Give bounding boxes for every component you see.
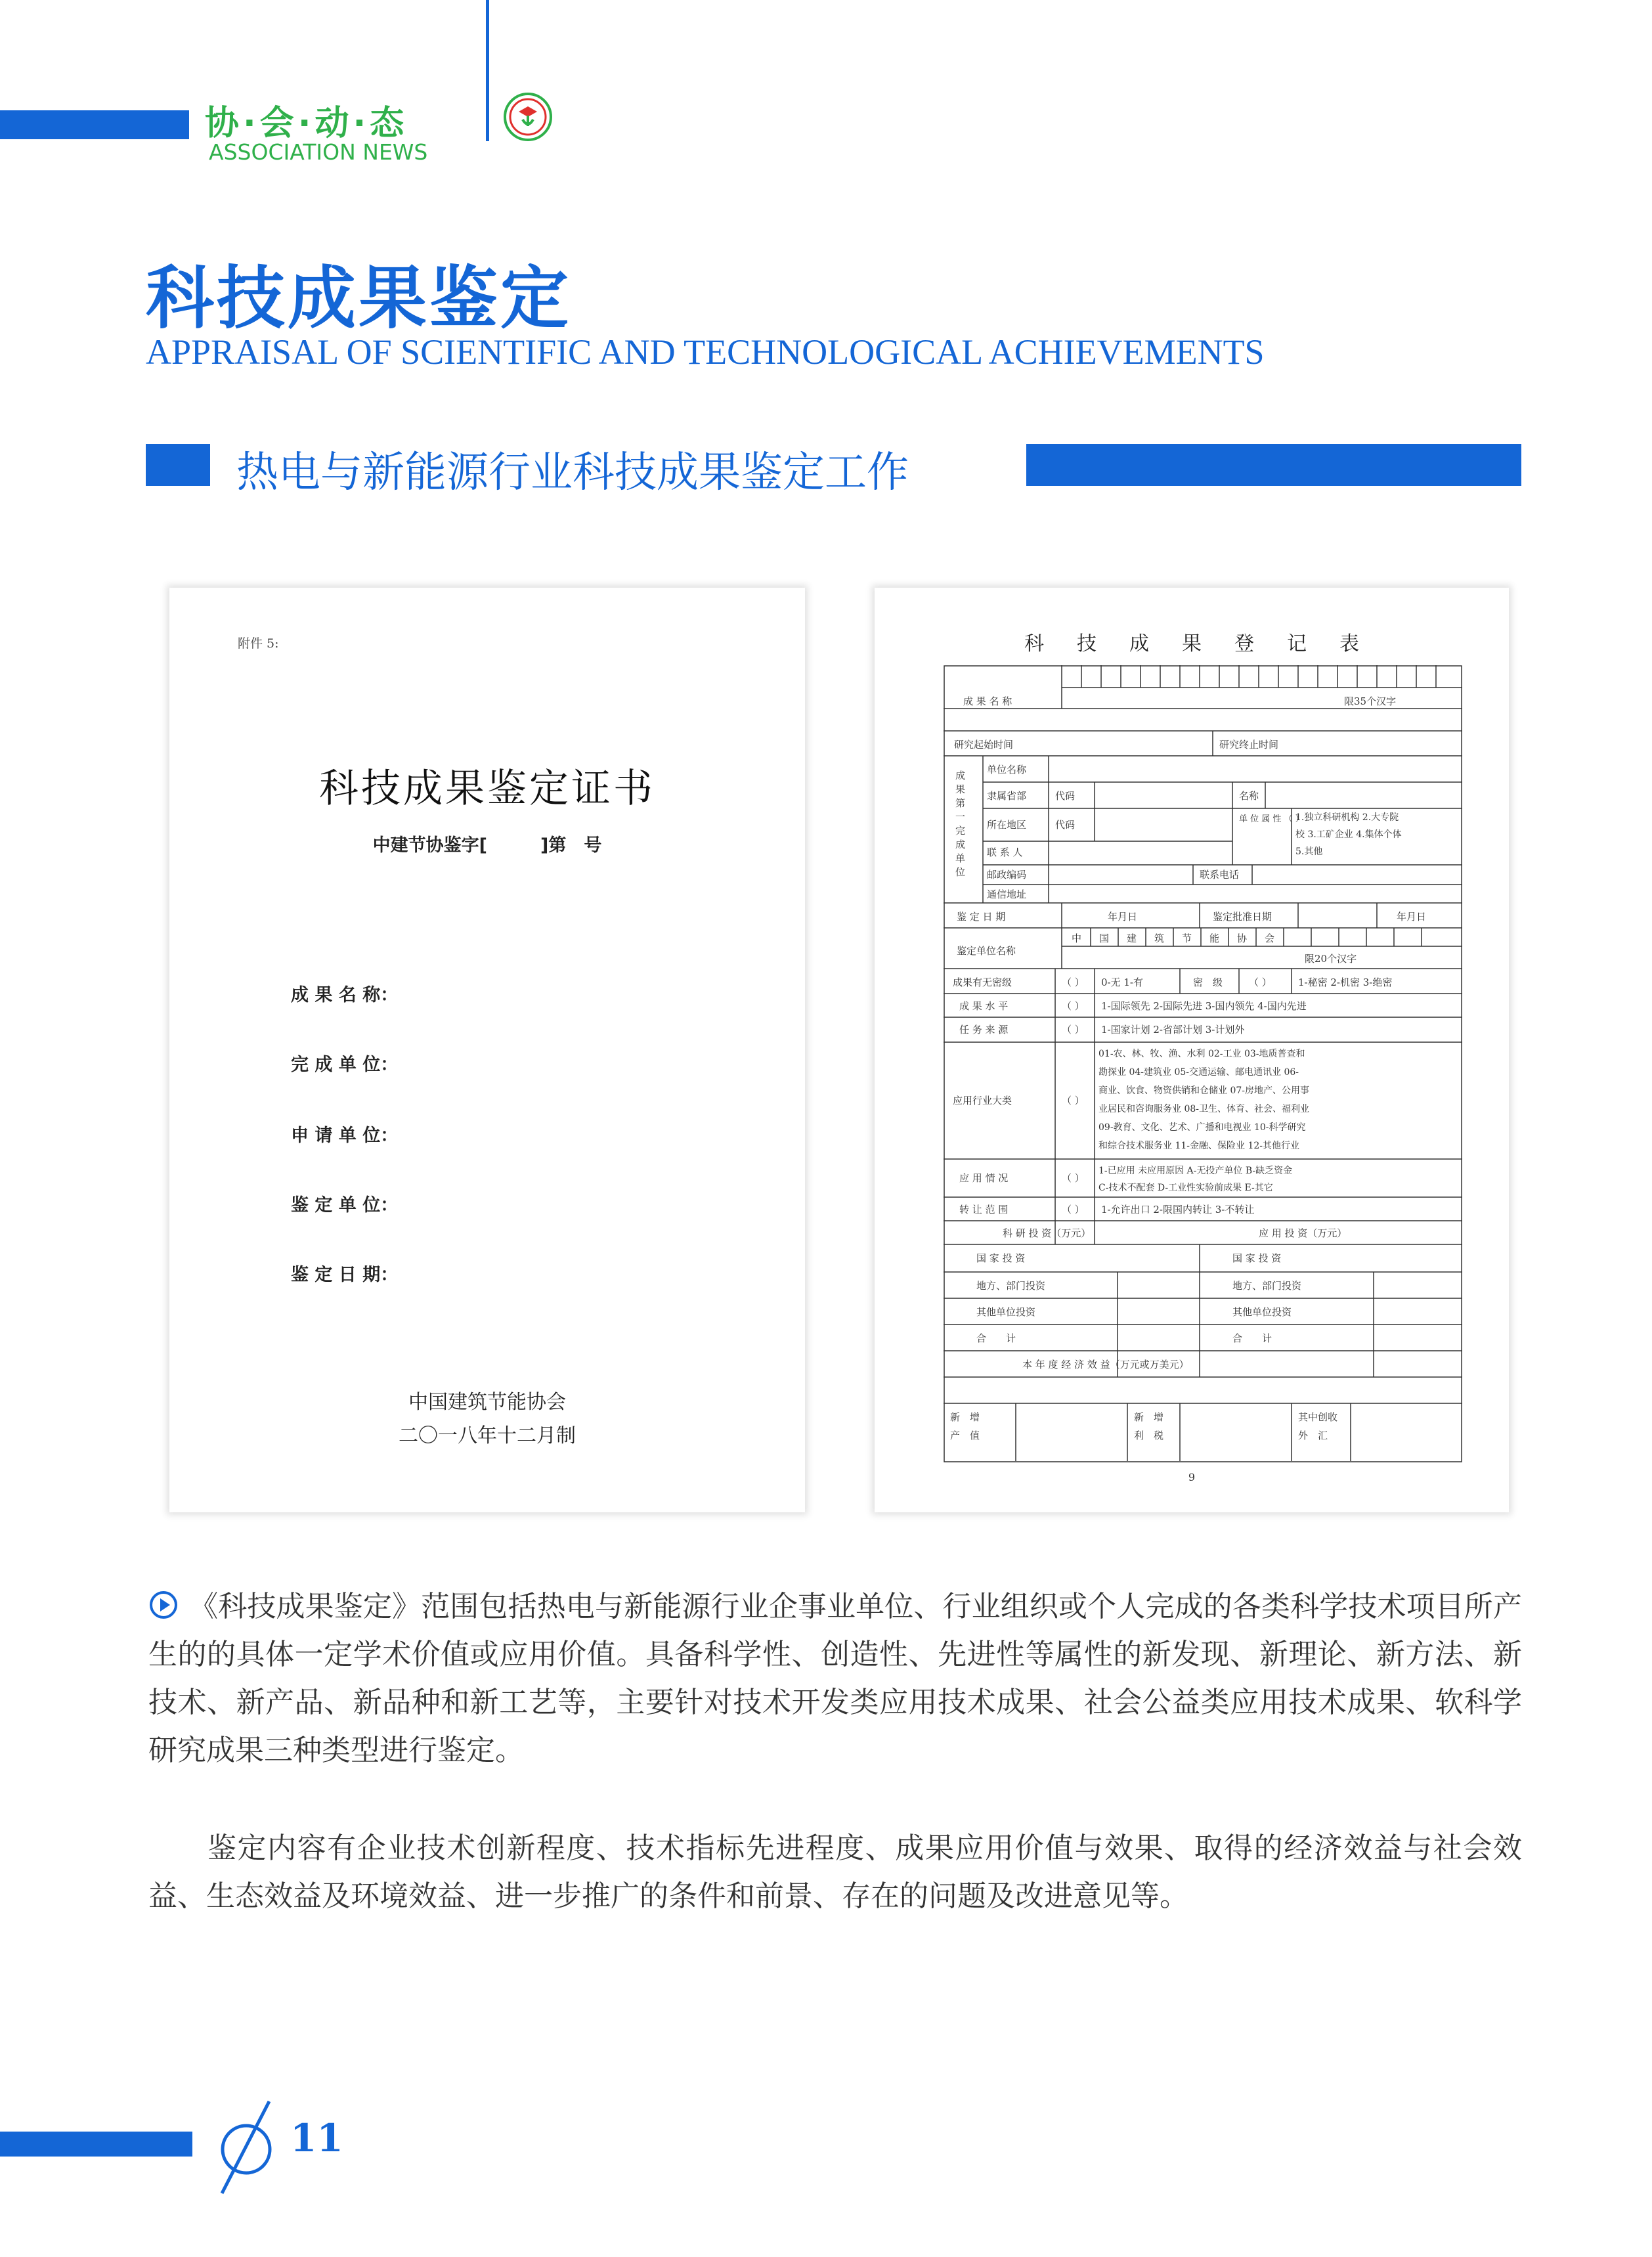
reg-label-other-1: 其他单位投资 <box>976 1306 1036 1318</box>
reg-label-appr-unit: 鉴定单位名称 <box>957 945 1016 957</box>
reg-unit-char-1: 中 <box>1072 932 1082 944</box>
reg-label-apply-invest: 应 用 投 资（万元） <box>1259 1227 1347 1239</box>
reg-industry-line-2: 勘探业 04-建筑业 05-交通运输、邮电通讯业 06- <box>1098 1067 1299 1078</box>
reg-label-appr-approve: 鉴定批准日期 <box>1213 911 1272 923</box>
reg-label-total-1: 合 计 <box>976 1332 1016 1344</box>
reg-secret-opts: 0-无 1-有 <box>1101 976 1143 988</box>
header-divider <box>486 0 489 141</box>
attachment-label: 附件 5: <box>238 636 279 651</box>
page-number: 11 <box>290 2116 343 2160</box>
page-number-ornament-icon <box>210 2098 282 2197</box>
field-achievement-name: 成 果 名 称： <box>291 985 399 1005</box>
reg-label-name: 成 果 名 称 <box>963 695 1012 707</box>
reg-label-code2: 代码 <box>1055 819 1076 831</box>
reg-unit-char-4: 筑 <box>1154 932 1165 944</box>
field-completing-unit: 完 成 单 位： <box>291 1055 399 1075</box>
reg-label-task: 任 务 来 源 <box>959 1024 1009 1036</box>
reg-level-opts: 1-国际领先 2-国际先进 3-国内领先 4-国内先进 <box>1101 1000 1307 1012</box>
reg-label-other-2: 其他单位投资 <box>1232 1306 1292 1318</box>
registration-table <box>944 665 1462 1463</box>
reg-unit-char-6: 能 <box>1209 932 1220 944</box>
reg-industry-line-6: 和综合技术服务业 11-金融、保险业 12-其他行业 <box>1098 1141 1299 1151</box>
reg-paren-level: （ ） <box>1249 976 1272 988</box>
reg-label-national-1: 国 家 投 资 <box>976 1252 1026 1264</box>
section-bar-right <box>1026 444 1521 486</box>
paragraph-1-text: 《科技成果鉴定》范围包括热电与新能源行业企事业单位、行业组织或个人完成的各类科学技术项目所产生的的具体一定学术价值或应用价值。具备科学性、创造性、先进性等属性的新发现、新理论、新方法、新技术、新产品、新品种和新工艺等，主要针对技术开发类应用技术成果、社会公益类应用技术成果、软科学研究成果三种类型进行鉴定。 <box>148 1590 1522 1767</box>
section-title: 热电与新能源行业科技成果鉴定工作 <box>236 449 909 497</box>
reg-secret-level-opts: 1-秘密 2-机密 3-绝密 <box>1298 976 1393 988</box>
field-applicant-unit: 申 请 单 位： <box>291 1126 399 1146</box>
reg-unit-char-7: 协 <box>1237 932 1248 944</box>
reg-usage-line-2: C-技术不配套 D-工业性实验前成果 E-其它 <box>1098 1183 1273 1193</box>
paragraph-1 <box>148 1583 1522 1774</box>
reg-label-unit-name: 单位名称 <box>987 764 1027 776</box>
registration-title: 科技成果登记表 <box>1024 632 1392 655</box>
reg-label-start: 研究起始时间 <box>954 739 1014 751</box>
certificate-cover-image <box>169 588 805 1512</box>
registration-form-image <box>875 588 1509 1512</box>
reg-label-forex-a: 其中创收 <box>1298 1411 1338 1423</box>
reg-label-usage: 应 用 情 况 <box>959 1172 1009 1184</box>
reg-label-address: 通信地址 <box>987 888 1027 900</box>
reg-unit-char-2: 国 <box>1099 932 1110 944</box>
certificate-title: 科技成果鉴定证书 <box>319 766 655 812</box>
reg-label-transfer: 转 让 范 围 <box>959 1204 1009 1216</box>
reg-label-region: 所在地区 <box>987 819 1027 831</box>
reg-unit-attr-opt-2: 校 3.工矿企业 4.集体个体 <box>1295 829 1402 840</box>
reg-paren-usage: （ ） <box>1062 1172 1085 1184</box>
reg-unit-char-3: 建 <box>1127 932 1137 944</box>
header-section-cn: 协·会·动·态 <box>205 104 408 143</box>
reg-label-name2: 名称 <box>1239 790 1259 802</box>
reg-industry-line-4: 业居民和咨询服务业 08-卫生、体育、社会、福利业 <box>1098 1104 1309 1114</box>
reg-paren-transfer: （ ） <box>1062 1204 1085 1216</box>
reg-label-national-2: 国 家 投 资 <box>1232 1252 1282 1264</box>
paragraph-2: 鉴定内容有企业技术创新程度、技术指标先进程度、成果应用价值与效果、取得的经济效益与社会效益、生态效益及环境效益、进一步推广的条件和前景、存在的问题及改进意见等。 <box>148 1831 1522 1913</box>
reg-label-level: 成 果 水 平 <box>959 1000 1009 1012</box>
reg-label-new-profit-b: 利 税 <box>1134 1430 1164 1441</box>
reg-paren-secret: （ ） <box>1062 976 1085 988</box>
play-circle-icon <box>148 1590 179 1620</box>
reg-label-industry: 应用行业大类 <box>953 1095 1012 1107</box>
reg-label-unit-attr: 单 位 属 性 （ ） <box>1239 814 1304 824</box>
page-subtitle: APPRAISAL OF SCIENTIFIC AND TECHNOLOGICAL ACHIEVEMENTS <box>146 332 1265 372</box>
reg-label-total-2: 合 计 <box>1232 1332 1272 1344</box>
page-title: 科技成果鉴定 <box>146 258 572 338</box>
reg-label-research-invest: 科 研 投 资（万元） <box>1003 1227 1091 1239</box>
reg-task-opts: 1-国家计划 2-省部计划 3-计划外 <box>1101 1024 1245 1036</box>
reg-unit-char-5: 节 <box>1182 932 1192 944</box>
reg-label-contact: 联 系 人 <box>987 846 1023 858</box>
reg-industry-line-5: 09-教育、文化、艺术、广播和电视业 10-科学研究 <box>1098 1122 1306 1133</box>
reg-usage-line-1: 1-已应用 未应用原因 A-无投产单位 B-缺乏资金 <box>1098 1166 1293 1176</box>
reg-unit-attr-opt-1: 1.独立科研机构 2.大专院 <box>1295 812 1399 823</box>
reg-label-secret: 成果有无密级 <box>953 976 1012 988</box>
section-bar-left <box>146 444 210 486</box>
field-appraisal-date: 鉴 定 日 期： <box>291 1265 399 1285</box>
reg-label-new-output-a: 新 增 <box>950 1411 980 1423</box>
reg-ymd-2: 年月日 <box>1397 911 1427 923</box>
reg-paren-achv-level: （ ） <box>1062 1000 1085 1012</box>
reg-label-annual: 本 年 度 经 济 效 益（万元或万美元） <box>1022 1359 1189 1370</box>
reg-label-phone: 联系电话 <box>1200 869 1240 881</box>
reg-label-code1: 代码 <box>1055 790 1076 802</box>
reg-label-local-2: 地方、部门投资 <box>1232 1280 1302 1292</box>
registration-page-number: 9 <box>1188 1471 1196 1483</box>
reg-industry-line-3: 商业、饮食、物资供销和仓储业 07-房地产、公用事 <box>1098 1085 1309 1096</box>
reg-label-postcode: 邮政编码 <box>987 869 1027 881</box>
reg-label-new-output-b: 产 值 <box>950 1430 980 1441</box>
association-logo-icon <box>503 92 553 142</box>
reg-industry-line-1: 01-农、林、牧、渔、水利 02-工业 03-地质普查和 <box>1098 1049 1305 1059</box>
reg-label-secret-level: 密 级 <box>1193 976 1223 988</box>
reg-transfer-opts: 1-允许出口 2-限国内转让 3-不转让 <box>1101 1204 1255 1216</box>
certificate-number: 中建节协鉴字[ ]第 号 <box>372 835 602 856</box>
reg-label-appr-date: 鉴 定 日 期 <box>957 911 1006 923</box>
reg-label-dept: 隶属省部 <box>987 790 1027 802</box>
field-appraisal-unit: 鉴 定 单 位： <box>291 1195 399 1216</box>
header-section-en: ASSOCIATION NEWS <box>209 139 428 165</box>
reg-label-first-unit: 成果第一完成单位 <box>954 770 966 881</box>
reg-label-limit20: 限20个汉字 <box>1305 953 1357 965</box>
reg-label-forex-b: 外 汇 <box>1298 1430 1328 1441</box>
header-accent-bar <box>0 110 189 139</box>
reg-paren-industry: （ ） <box>1062 1095 1085 1107</box>
certificate-org: 中国建筑节能协会 <box>408 1391 566 1414</box>
reg-ymd-1: 年月日 <box>1108 911 1138 923</box>
reg-paren-task: （ ） <box>1062 1024 1085 1036</box>
reg-label-new-profit-a: 新 增 <box>1134 1411 1164 1423</box>
reg-label-local-1: 地方、部门投资 <box>976 1280 1046 1292</box>
reg-label-end: 研究终止时间 <box>1219 739 1279 751</box>
reg-unit-char-8: 会 <box>1265 932 1275 944</box>
reg-label-limit35: 限35个汉字 <box>1344 695 1397 707</box>
certificate-date: 二〇一八年十二月制 <box>399 1424 576 1447</box>
footer-accent-bar <box>0 2132 192 2157</box>
reg-unit-attr-opt-3: 5.其他 <box>1295 846 1323 857</box>
